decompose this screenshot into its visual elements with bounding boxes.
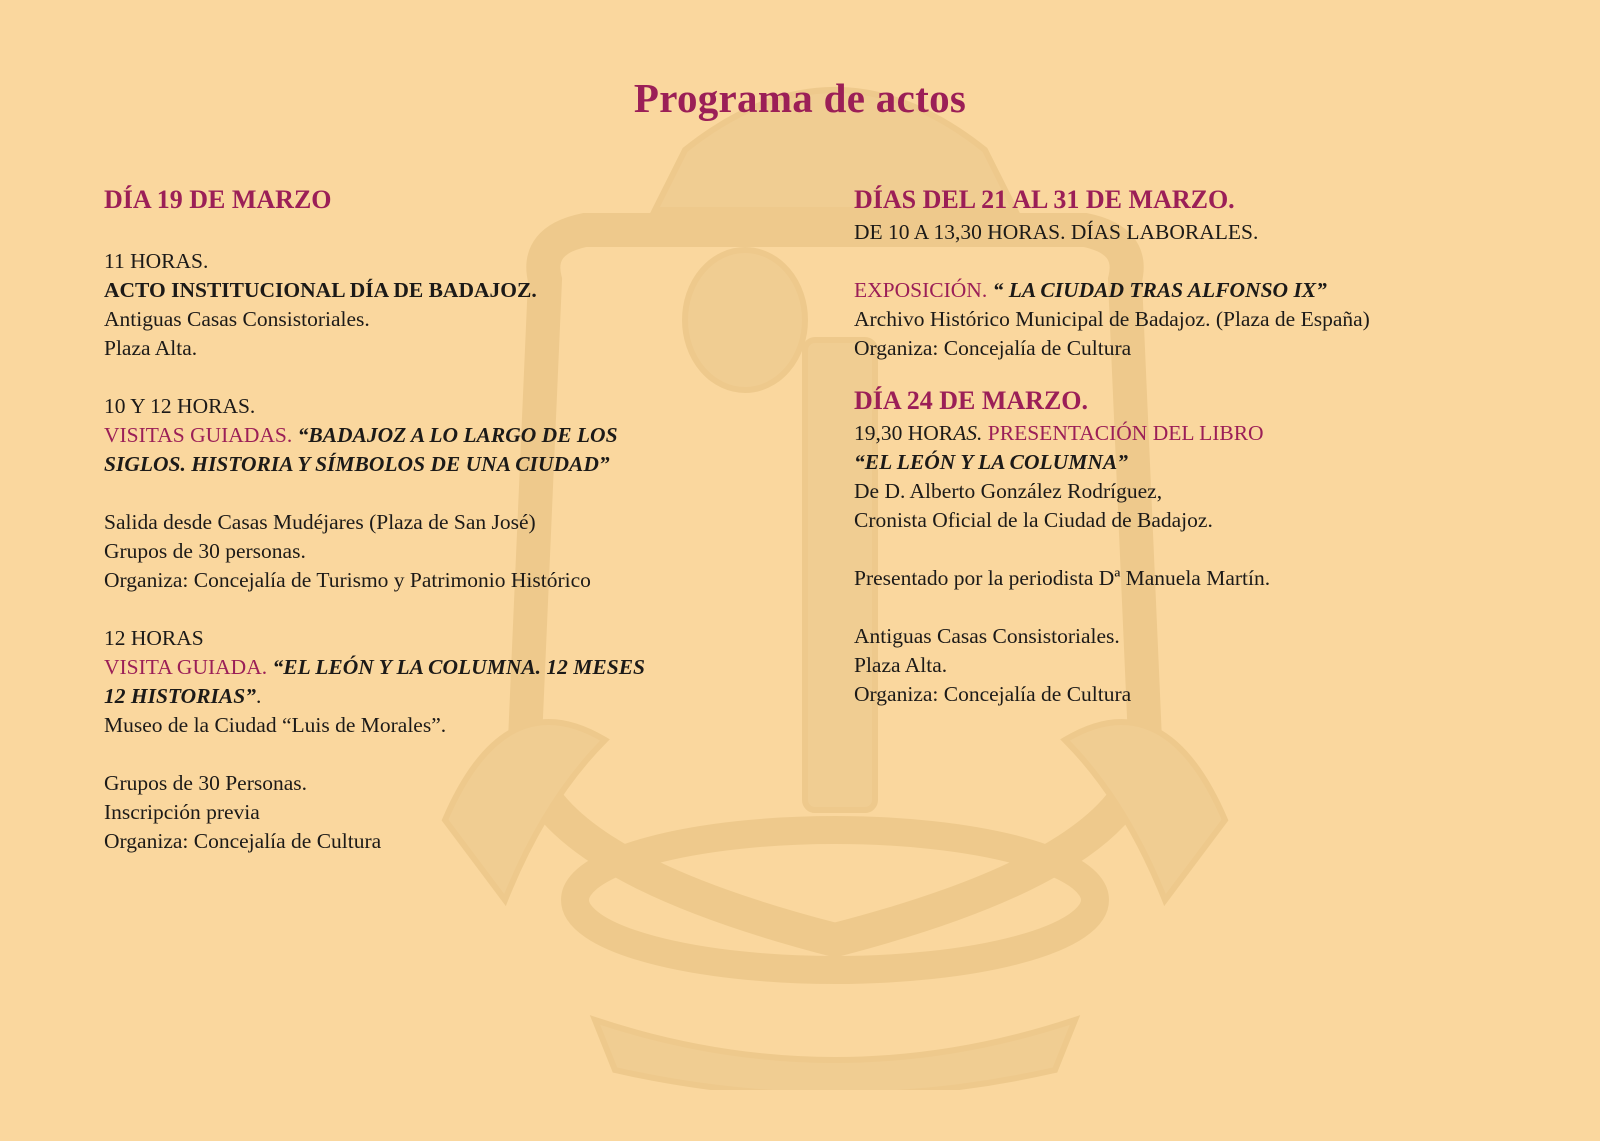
event-label: EXPOSICIÓN. (854, 278, 988, 302)
event-label: PRESENTACIÓN DEL LIBRO (987, 421, 1264, 445)
event-time: 19,30 HOR (854, 421, 954, 445)
event-place: Museo de la Ciudad “Luis de Morales”. (104, 713, 447, 737)
exhibition-title-line (854, 276, 1574, 305)
event-time: 12 HORAS (104, 626, 204, 650)
event-organizer: Organiza: Concejalía de Cultura (854, 336, 1132, 360)
event-place: Plaza Alta. (104, 336, 198, 360)
event-info: Salida desde Casas Mudéjares (Plaza de San José) (104, 510, 536, 534)
event-title-line (104, 653, 764, 682)
event-time: 10 Y 12 HORAS. (104, 394, 256, 418)
event-info: Grupos de 30 personas. (104, 539, 306, 563)
event-time: 11 HORAS. (104, 249, 209, 273)
event-title-line (104, 682, 764, 711)
left-column (104, 182, 764, 856)
right-column (854, 182, 1574, 709)
day-heading-21-31: DÍAS DEL 21 AL 31 DE MARZO. (854, 185, 1235, 214)
event-title: “BADAJOZ A LO LARGO DE LOS (297, 423, 618, 447)
schedule: DE 10 A 13,30 HORAS. DÍAS LABORALES. (854, 220, 1259, 244)
event-title-line (104, 421, 764, 450)
event-title: 12 HISTORIAS” (104, 684, 256, 708)
event-title: ACTO INSTITUCIONAL DÍA DE BADAJOZ. (104, 278, 537, 302)
event-organizer: Organiza: Concejalía de Cultura (104, 829, 382, 853)
event-place: Plaza Alta. (854, 653, 948, 677)
book-title: “EL LEÓN Y LA COLUMNA” (854, 450, 1128, 474)
book-author: De D. Alberto González Rodríguez, (854, 479, 1163, 503)
event-title: SIGLOS. HISTORIA Y SÍMBOLOS DE UNA CIUDAD” (104, 452, 610, 476)
day-heading-19: DÍA 19 DE MARZO (104, 185, 332, 214)
event-label: VISITA GUIADA. (104, 655, 268, 679)
event-organizer: Organiza: Concejalía de Turismo y Patrimonio Histórico (104, 568, 591, 592)
event-info: Grupos de 30 Personas. (104, 771, 308, 795)
book-presenter: Presentado por la periodista Dª Manuela Martín. (854, 566, 1271, 590)
event-place: Antiguas Casas Consistoriales. (104, 307, 370, 331)
event-organizer: Organiza: Concejalía de Cultura (854, 682, 1132, 706)
book-author-role: Cronista Oficial de la Ciudad de Badajoz. (854, 508, 1213, 532)
event-label: VISITAS GUIADAS. (104, 423, 293, 447)
event-title: “ LA CIUDAD TRAS ALFONSO IX” (992, 278, 1327, 302)
event-info: Inscripción previa (104, 800, 260, 824)
event-place: Antiguas Casas Consistoriales. (854, 624, 1120, 648)
event-title: “EL LEÓN Y LA COLUMNA. 12 MESES (272, 655, 646, 679)
event-place: Archivo Histórico Municipal de Badajoz. (Plaza de España) (854, 307, 1370, 331)
event-time-italic: AS. (953, 421, 983, 445)
page-title: Programa de actos (633, 75, 967, 121)
book-presentation-line (854, 419, 1574, 448)
day-heading-24: DÍA 24 DE MARZO. (854, 386, 1089, 415)
event-title-end: . (255, 684, 262, 708)
